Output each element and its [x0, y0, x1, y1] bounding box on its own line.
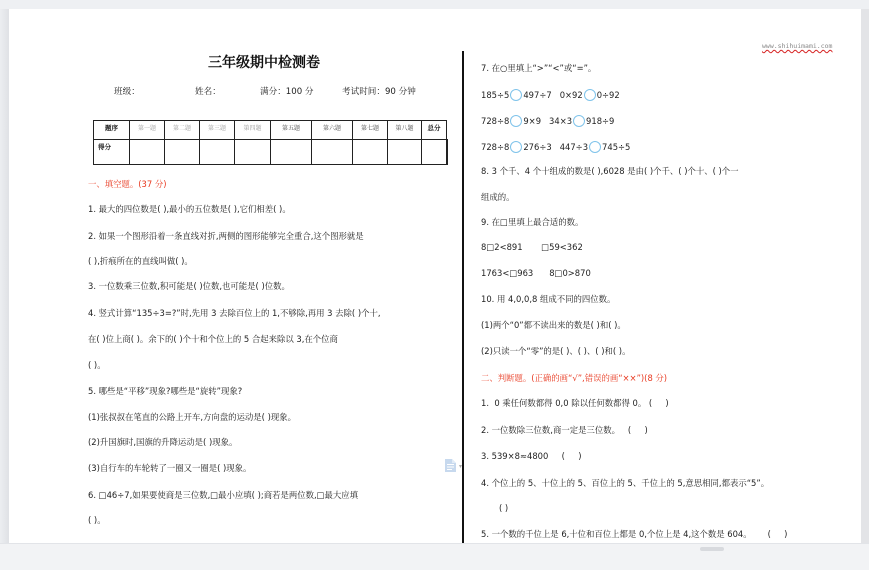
question-4-line1: 4. 竖式计算“135÷3=?”时,先用 3 去除百位上的 1,不够除,再用 3 去除( )个十,: [88, 308, 381, 318]
question-5-3: (3)自行车的车轮转了一圈又一圈是( )现象。: [88, 463, 252, 473]
question-10-1: (1)两个“0”都不读出来的数是( )和( )。: [481, 320, 626, 330]
score-cell[interactable]: [388, 140, 422, 165]
header-cell: 第二题: [165, 121, 200, 140]
score-cell[interactable]: [271, 140, 312, 165]
question-4-line3: ( )。: [88, 360, 106, 370]
compare-circle[interactable]: [510, 115, 522, 127]
compare-circle[interactable]: [573, 115, 585, 127]
question-5-2: (2)升国旗时,国旗的升降运动是( )现象。: [88, 437, 238, 447]
question-7-row-3: 728÷8 276÷3 447÷3 745÷5: [481, 142, 631, 152]
score-cell[interactable]: [447, 140, 448, 165]
section1-title: 一、填空题。(37 分): [88, 179, 167, 189]
question-5-1: (1)张叔叔在笔直的公路上开车,方向盘的运动是( )现象。: [88, 412, 296, 422]
question-7-row-2: 728÷8 9×9 34×3 918÷9: [481, 116, 615, 126]
viewer-left-margin: [0, 9, 9, 543]
judge-2: 2. 一位数除三位数,商一定是三位数。 ( ): [481, 425, 648, 435]
watermark-top: www.shihuimami.com: [762, 42, 833, 50]
compare-circle[interactable]: [589, 141, 601, 153]
score-table: [93, 120, 448, 165]
vertical-scrollbar[interactable]: [861, 9, 869, 543]
header-cell: 第六题: [312, 121, 353, 140]
question-6-line1: 6. □46÷7,如果要使商是三位数,□最小应填( );商若是两位数,□最大应填: [88, 490, 359, 500]
score-cell[interactable]: [235, 140, 271, 165]
question-10-2: (2)只读一个“零”的是( )、( )、( )和( )。: [481, 346, 631, 356]
score-cell[interactable]: [130, 140, 165, 165]
question-9-title: 9. 在□里填上最合适的数。: [481, 217, 584, 227]
judge-5: 5. 一个数的千位上是 6,十位和百位上都是 0,个位上是 4,这个数是 604。 ( ): [481, 529, 788, 539]
question-9-row-1: 8□2<891 □59<362: [481, 242, 583, 252]
question-2-line2: ( ),折痕所在的直线叫做( )。: [88, 256, 193, 266]
question-1: 1. 最大的四位数是( ),最小的五位数是( ),它们相差( )。: [88, 204, 291, 214]
question-7-title: 7. 在○里填上“>”“<”或“=”。: [481, 63, 597, 73]
score-cell[interactable]: [353, 140, 388, 165]
horizontal-scrollbar[interactable]: [0, 543, 869, 570]
score-table-score-row: [94, 140, 448, 165]
document-icon[interactable]: [445, 459, 456, 472]
header-cell: 第五题: [271, 121, 312, 140]
score-cell[interactable]: [312, 140, 353, 165]
compare-circle[interactable]: [510, 141, 522, 153]
judge-1: 1. 0 乘任何数都得 0,0 除以任何数都得 0。 ( ): [481, 398, 669, 408]
page-title: 三年级期中检测卷: [208, 55, 320, 71]
row-label-cell: 得分: [94, 140, 130, 165]
document-page: [9, 9, 861, 543]
judge-4-line2: ( ): [499, 503, 509, 513]
question-2-line1: 2. 如果一个图形沿着一条直线对折,两侧的图形能够完全重合,这个图形就是: [88, 231, 364, 241]
question-9-row-2: 1763<□963 8□0>870: [481, 268, 591, 278]
dropdown-arrow-icon[interactable]: ▾: [459, 463, 463, 470]
compare-circle[interactable]: [510, 89, 522, 101]
section2-title: 二、判断题。(正确的画“√”,错误的画“××”)(8 分): [481, 373, 668, 383]
full-score: 满分：100 分: [260, 87, 314, 97]
header-cell: 第三题: [200, 121, 235, 140]
name-label: 姓名：: [195, 87, 221, 97]
question-6-line2: ( )。: [88, 515, 106, 525]
header-cell: 第一题: [130, 121, 165, 140]
score-table-header-row: [94, 121, 448, 140]
scrollbar-thumb[interactable]: [700, 547, 724, 551]
compare-circle[interactable]: [584, 89, 596, 101]
score-cell[interactable]: [200, 140, 235, 165]
question-4-line2: 在( )位上商( )。余下的( )个十和个位上的 5 合起来除以 3,在个位商: [88, 334, 338, 344]
exam-time: 考试时间：90 分钟: [342, 87, 416, 97]
question-5-title: 5. 哪些是“平移”现象?哪些是“旋转”现象?: [88, 386, 243, 396]
header-cell: 第七题: [353, 121, 388, 140]
class-label: 班级：: [114, 87, 140, 97]
header-cell: 总分: [422, 121, 447, 140]
score-cell[interactable]: [165, 140, 200, 165]
header-cell: 第八题: [388, 121, 422, 140]
header-cell: 第四题: [235, 121, 271, 140]
header-cell: 题序: [94, 121, 130, 140]
question-10-title: 10. 用 4,0,0,8 组成不同的四位数。: [481, 294, 616, 304]
judge-3: 3. 539×8≈4800 ( ): [481, 451, 582, 461]
question-8-line1: 8. 3 个千、4 个十组成的数是( ),6028 是由( )个千、( )个十、( )个一: [481, 166, 739, 176]
question-3: 3. 一位数乘三位数,积可能是( )位数,也可能是( )位数。: [88, 281, 290, 291]
question-8-line2: 组成的。: [481, 192, 515, 202]
question-7-row-1: 185÷5 497÷7 0×92 0÷92: [481, 90, 620, 100]
judge-4-line1: 4. 个位上的 5、十位上的 5、百位上的 5、千位上的 5,意思相同,都表示“5”。: [481, 478, 770, 488]
column-divider: [462, 51, 464, 561]
score-cell[interactable]: [422, 140, 447, 165]
